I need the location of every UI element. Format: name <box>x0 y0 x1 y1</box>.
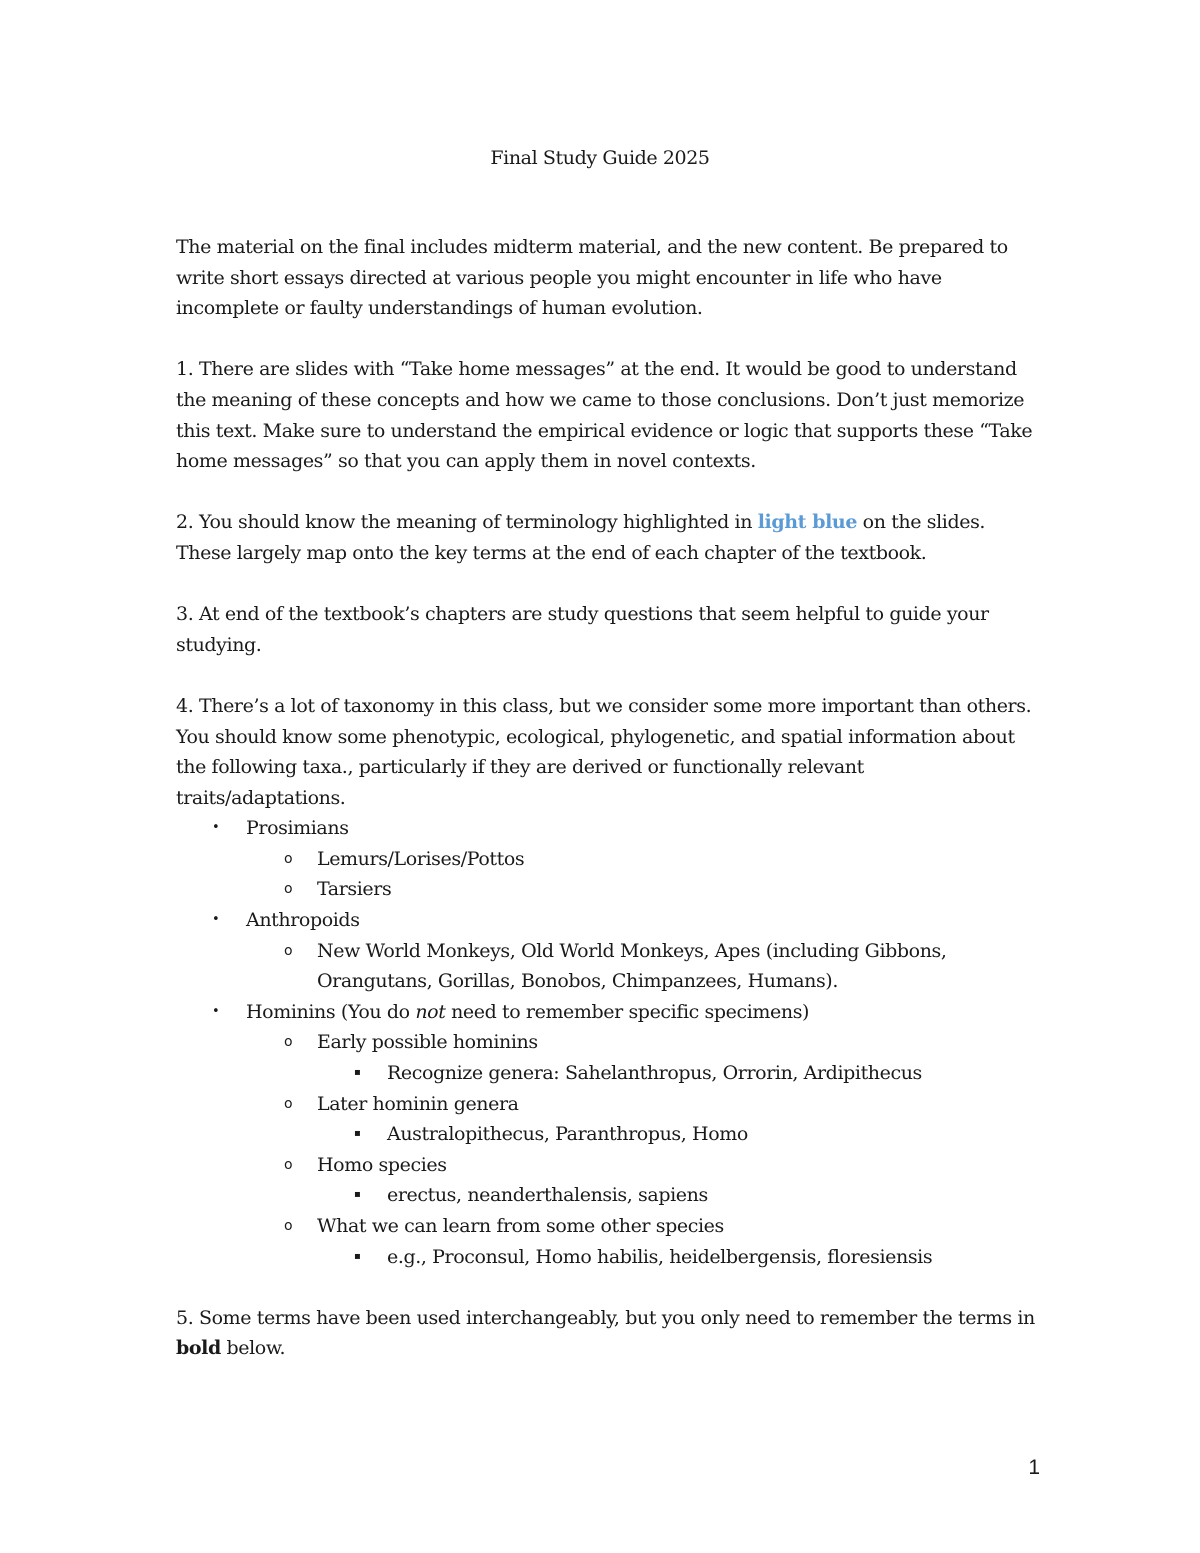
document-body <box>176 232 1036 1395</box>
hominins-label-emphasis: not <box>415 1000 446 1023</box>
page-number: 1 <box>1028 1456 1040 1479</box>
bullet-square-icon: ▪ <box>354 1250 361 1262</box>
taxon-hominins <box>246 1001 809 1023</box>
bullet-circle-icon: o <box>284 1156 293 1173</box>
list-item <box>176 997 1036 1028</box>
bullet-dot-icon: • <box>212 1003 220 1019</box>
list-item <box>176 1150 1036 1181</box>
list-item <box>176 813 1036 844</box>
list-item <box>176 1119 1036 1150</box>
hominin-group-later: Later hominin genera <box>317 1092 519 1115</box>
taxon-prosimians: Prosimians <box>246 817 349 840</box>
item-2-text-before: 2. You should know the meaning of terminology highlighted in <box>176 511 758 534</box>
bullet-circle-icon: o <box>284 942 293 959</box>
hominin-group-early-detail: Recognize genera: Sahelanthropus, Orrorin, Ardipithecus <box>387 1062 922 1085</box>
bullet-circle-icon: o <box>284 1218 293 1234</box>
item-1-paragraph: 1. There are slides with “Take home messages” at the end. It would be good to understand the meaning of these concepts and how we came to those conclusions. Don’t just memorize this text. Make sure to understand the empirical evidence or logic that supports these “Take home messages” so that you can apply them in novel contexts. <box>176 358 1033 473</box>
hominin-group-other: What we can learn from some other species <box>317 1215 724 1237</box>
bullet-square-icon: ▪ <box>354 1189 361 1201</box>
bold-term: bold <box>176 1337 221 1360</box>
list-item <box>176 1211 1036 1242</box>
item-2-text-after: on the slides. These largely map onto the key terms at the end of each chapter of the textbook. <box>176 511 986 564</box>
item-5-text-before: 5. Some terms have been used interchangeably, but you only need to remember the terms in <box>176 1306 1035 1329</box>
taxa-list <box>176 813 1036 1272</box>
taxon-tarsiers: Tarsiers <box>317 878 392 901</box>
list-item <box>176 1180 1036 1211</box>
item-5-text-after: below. <box>220 1337 286 1360</box>
bullet-square-icon: ▪ <box>354 1067 361 1079</box>
list-item <box>176 936 1036 997</box>
hominin-group-homo: Homo species <box>317 1153 447 1176</box>
list-item <box>176 905 1036 936</box>
hominins-label-before: Hominins (You do <box>246 1000 416 1023</box>
light-blue-highlight: light blue <box>757 511 858 534</box>
taxon-monkeys-apes: New World Monkeys, Old World Monkeys, Apes (including Gibbons, Orangutans, Gorillas, Bonobos, Chimpanzees, Humans). <box>317 939 947 993</box>
taxon-anthropoids: Anthropoids <box>246 909 360 932</box>
hominin-group-other-detail: e.g., Proconsul, Homo habilis, heidelbergensis, floresiensis <box>387 1245 933 1268</box>
hominins-label-after: need to remember specific specimens) <box>445 1000 810 1023</box>
list-item <box>176 1027 1036 1058</box>
item-5-paragraph <box>176 1303 1036 1364</box>
list-item <box>176 874 1036 905</box>
bullet-circle-icon: o <box>284 881 293 898</box>
item-2-paragraph <box>176 507 1036 568</box>
list-item <box>176 1089 1036 1120</box>
intro-paragraph: The material on the final includes midterm material, and the new content. Be prepared to write short essays directed at various people you might encounter in life who have incomplete or faulty understandings of human evolution. <box>176 236 1008 320</box>
bullet-circle-icon: o <box>284 850 293 867</box>
bullet-circle-icon: o <box>284 1095 293 1112</box>
bullet-circle-icon: o <box>284 1034 293 1051</box>
hominin-group-later-detail: Australopithecus, Paranthropus, Homo <box>387 1123 748 1146</box>
list-item <box>176 1058 1036 1089</box>
taxon-lemurs: Lemurs/Lorises/Pottos <box>317 847 525 870</box>
item-4-paragraph: 4. There’s a lot of taxonomy in this class, but we consider some more important than others. You should know some phenotypic, ecological, phylogenetic, and spatial information about the following taxa., particularly if they are derived or functionally relevant traits/adaptations. <box>176 694 1032 809</box>
hominin-group-early: Early possible hominins <box>317 1031 538 1054</box>
document-title: Final Study Guide 2025 <box>490 147 710 169</box>
list-item <box>176 1242 1036 1273</box>
bullet-dot-icon: • <box>212 820 220 836</box>
hominin-group-homo-detail: erectus, neanderthalensis, sapiens <box>387 1184 708 1207</box>
list-item <box>176 844 1036 875</box>
bullet-square-icon: ▪ <box>354 1128 361 1140</box>
bullet-dot-icon: • <box>212 912 220 928</box>
item-3-paragraph: 3. At end of the textbook’s chapters are study questions that seem helpful to guide your studying. <box>176 603 989 656</box>
